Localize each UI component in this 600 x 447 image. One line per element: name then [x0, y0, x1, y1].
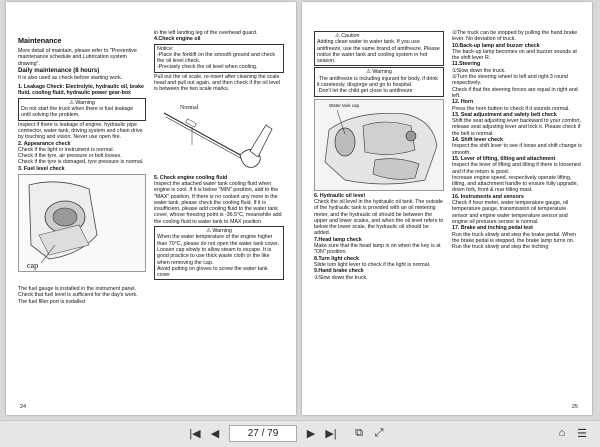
previous-page-icon[interactable]: ◀ — [210, 428, 220, 440]
instruments-title: 16. Instruments and sensors — [452, 193, 524, 200]
engine-oil-title: 4.Check engine oil — [154, 36, 201, 43]
page-number: 25 — [571, 404, 578, 410]
warning-line: ·Don't let the child get close to antifreeze — [317, 88, 413, 95]
seat-title: 13. Seat adjustment and safety belt check — [452, 111, 557, 118]
leakage-text: Inspect if there is leakage of engine, hydraulic pipe connector, water tank, driving system and chain drive by touching and vision. Never use open fire. — [18, 121, 143, 141]
engine-oil-text: Pull out the oil scale, re-insert after cleaning the scale head and pull out again, and then check if the oil level is between the two scale marks. — [154, 73, 281, 93]
dipstick-figure — [154, 95, 284, 173]
page-indicator[interactable] — [229, 425, 297, 442]
notice-box — [154, 44, 284, 73]
right-page-column-2 — [452, 30, 582, 250]
lever-text: Increase engine speed, respectively operate lifting, tilting, and attachment handle to ensure fully upgrade, down fork, front & rear tilting mast. — [452, 174, 579, 194]
warning-line: ·The antifreeze is including injurant for body, if drink it carelessly, disgorge and go to hospital. — [317, 75, 438, 89]
warning-icon: ⚠ — [206, 228, 211, 235]
horn-title: 12. Horn — [452, 99, 474, 106]
water-tank-cap-label: Water tank cap — [329, 102, 360, 108]
warning-text: When the water temperature of the engine higher than 70°C, please do not open the water tank cover. Loosen cap slowly to allow steam to escape. It is good practice to use thick waste cloth or the like when removing the cap. — [157, 234, 279, 266]
hand-brake-text: ①Slow down the truck. — [314, 274, 368, 281]
head-lamp-title: 7.Head lamp check — [314, 236, 362, 243]
caution-box — [314, 31, 444, 66]
instruments-text: Check if hour meter, water temperature gauge, oil temperature gauge, transmission oil temperature sensor and engine water temperature sensor and engine oil pressure sensor is normal. — [452, 200, 569, 225]
appearance-line: Check if the light or instrument is normal. — [18, 146, 114, 153]
left-page-column-1 — [18, 36, 146, 305]
warning-text: Avoid putting on gloves to screw the water tank cover — [157, 265, 268, 279]
hand-brake-cont: ②The truck can be stopped by pulling the hand brake lever. No deviation of truck. — [452, 30, 578, 43]
right-page-column-1 — [314, 30, 444, 281]
hydraulic-title: 6. Hydraulic oil level — [314, 192, 365, 199]
seat-text: Shift the seat adjusting lever backward to your comfort, release seat adjusting lever and lock it. Please check if the belt is normal. — [452, 118, 581, 137]
brake-pedal-title: 17. Brake and inching pedal test — [452, 225, 533, 232]
daily-title: Daily maintenance (8 hours) — [18, 66, 100, 74]
backup-lamp-title: 10.Back-up lamp and buzzer check — [452, 42, 540, 49]
appearance-title: 2. Appearance check — [18, 140, 71, 147]
steering-line: ①Slow down the truck. — [452, 67, 506, 74]
toolbar-right — [552, 425, 592, 441]
menu-icon[interactable]: ☰ — [577, 427, 587, 440]
intro-text: More detail of maintain, please refer to "Preventive maintenance schedule and Lubrication system drawing". — [18, 48, 137, 67]
turn-light-text: Slide turn light lever to check if the light is normal. — [314, 261, 431, 268]
notice-line: -Place the forklift on the smooth ground and check the oil level check. — [157, 51, 276, 65]
fuel-text-cont: in the left landing leg of the overhead guard. — [154, 30, 258, 36]
fuel-text: The fuel gauge is installed in the instrument panel. Check that fuel level is sufficient for the day's work. The fuel filler port is installed — [18, 286, 138, 305]
lever-text: Inspect the lever of lifting and tilting if there is loosened and if the return is good. — [452, 162, 581, 175]
cooling-title: 5. Check engine cooling fluid — [154, 174, 228, 181]
steering-line: ②Turn the steering wheel to left and right 3 round respectively. — [452, 74, 568, 87]
daily-intro: It is also used as check before starting work. — [18, 74, 123, 81]
lever-title: 15. Lever of lifting, tilting and attachment — [452, 155, 556, 162]
page-navigation — [185, 425, 389, 442]
first-page-icon[interactable]: |◀ — [189, 428, 201, 440]
normal-label: Normal — [180, 104, 199, 111]
steering-line: Check if that the steering forces are equal in right and left. — [452, 86, 578, 99]
shift-lever-title: 14. Shift lever check — [452, 137, 503, 144]
next-page-icon[interactable]: ▶ — [306, 428, 316, 440]
shift-lever-text: Inspect the shift lever to see if loose and shift change is smooth. — [452, 143, 582, 156]
left-page — [6, 2, 296, 415]
water-tank-figure — [314, 99, 444, 191]
backup-lamp-text: The back-up lamp becomes on and buzzer sounds at the shift lever R. — [452, 48, 577, 62]
water-tank-illustration — [315, 100, 444, 191]
brake-pedal-text: Run the truck slowly and step the brake pedal. When the brake pedal is stepped, the brake lamp turns on. — [452, 231, 576, 244]
warning-title: Warning — [212, 228, 232, 235]
leakage-title: 1. Leakage Check: Electrolyte, hydraulic oil, brake fluid, cooling fluid, hydraulic power gear-box — [18, 84, 145, 97]
fuel-cap-illustration — [19, 175, 145, 272]
warning-box-1 — [18, 98, 146, 121]
notice-line: -Precisely check the oil level when cooling. — [157, 64, 258, 71]
right-page — [302, 2, 592, 415]
last-page-icon[interactable]: ▶| — [325, 428, 337, 440]
warning-box-3 — [314, 67, 444, 96]
warning-icon: ⚠ — [366, 69, 371, 76]
warning-title: Warning — [372, 69, 392, 76]
warning-box-2 — [154, 226, 284, 280]
fullscreen-icon[interactable]: ⤢ — [374, 427, 384, 439]
page-number: 24 — [20, 404, 27, 410]
turn-light-title: 8.Turn light check — [314, 255, 359, 262]
warning-text: Do not start the truck when there is fuel leakage until solving the problem. — [21, 106, 134, 119]
caution-text: Adding clean water to water tank. If you use antifreeze, use the same brand of antifreeze. Please notice the water tank and cooling system in hot season. — [317, 39, 440, 65]
appearance-line: Check if the tyre is damaged, tyre pressure is normal. — [18, 159, 144, 166]
home-icon[interactable]: ⌂ — [558, 427, 566, 439]
brake-pedal-text: Run the truck slowly and step the inching — [452, 244, 549, 251]
hand-brake-title: 9.Hand brake check — [314, 268, 364, 275]
steering-title: 11.Steering — [452, 61, 481, 68]
copy-icon[interactable]: ⧉ — [355, 427, 363, 439]
hydraulic-text: Check the oil level in the hydraulic oil tank. The outside of the hydraulic tank is provided with an oil metering meter, and the hydraulic oil should be between the upper and lower scales, and when the oil level refers to below the lower scale, the hydraulic oil should be added. — [314, 198, 444, 237]
notice-title: Notice: — [157, 45, 174, 52]
horn-text: Press the horn button to check if it sounds normal. — [452, 105, 570, 112]
head-lamp-text: Make sure that the head lamp is on when the key is at "ON" position. — [314, 243, 441, 256]
caution-title: Caution — [341, 33, 360, 39]
page-indicator-text: 27 / 79 — [247, 428, 279, 439]
warning-icon: ⚠ — [69, 99, 74, 106]
cooling-text: Inspect the attached water tank cooling fluid when engine is cool. If it is below "MIN" position, add to the "MAX" position. If there is no coolant any more in the water tank, please check the cooling fluid. If it is insufficient, please add cooling fluid to the water tank cover, whose freezing point is -36.5°C, meanwhile add the cooling fluid to water tank to MAX position. — [154, 180, 282, 225]
warning-title: Warning — [75, 99, 95, 106]
appearance-line: Check if the tyre, air pressure or bolt looses. — [18, 153, 122, 160]
section-title: Maintenance — [18, 36, 62, 45]
caution-icon: ⚠ — [335, 33, 340, 39]
fuel-title: 3. Fuel level check — [18, 165, 65, 172]
fuel-cap-figure — [18, 174, 146, 272]
fuel-cap-label: cap — [27, 260, 39, 270]
left-page-column-2 — [154, 30, 284, 281]
dipstick-illustration — [154, 95, 284, 173]
viewer-toolbar — [0, 420, 600, 447]
